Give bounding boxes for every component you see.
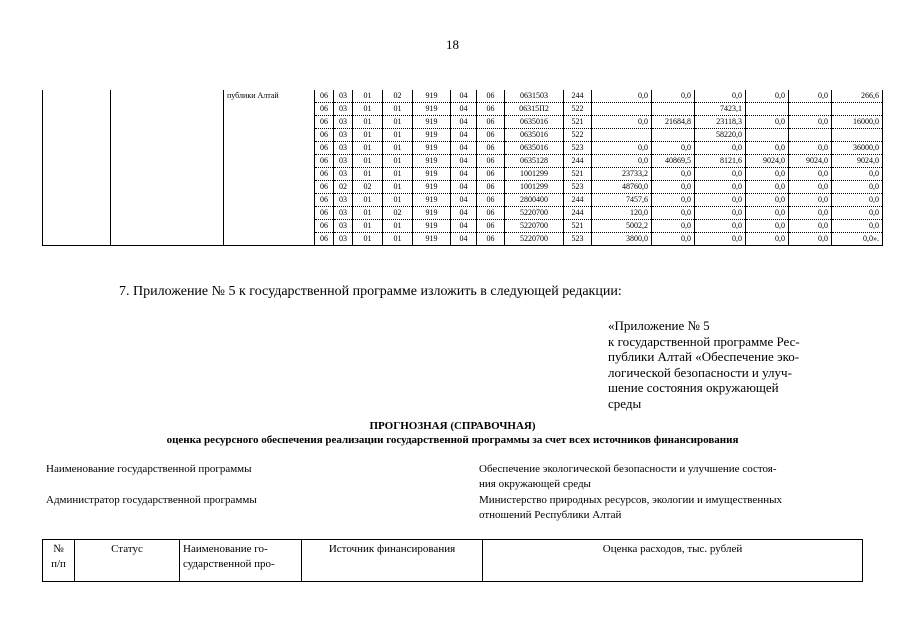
table-row: [43, 194, 883, 207]
table-header-row: [43, 540, 863, 582]
table-cell: 06: [315, 142, 334, 155]
empty-cell: [43, 220, 111, 233]
program-name-cell: [224, 116, 315, 129]
header-cost-estimate: Оценка расходов, тыс. рублей: [483, 540, 863, 582]
table-cell: 120,0: [592, 207, 652, 220]
table-cell: 04: [451, 129, 477, 142]
table-cell: 01: [353, 233, 383, 246]
program-name-cell: [224, 207, 315, 220]
table-cell: 06: [315, 116, 334, 129]
table-cell: 01: [353, 168, 383, 181]
header-program-name-line: сударственной про-: [183, 558, 275, 570]
table-cell: 40869,5: [652, 155, 695, 168]
table-cell: 0,0: [695, 233, 746, 246]
table-row: [43, 103, 883, 116]
table-cell: 0,0: [832, 207, 883, 220]
table-cell: 03: [334, 155, 353, 168]
appendix-line: логической безопасности и улуч-: [608, 364, 792, 380]
empty-cell: [111, 129, 224, 142]
table-cell: 0,0: [746, 233, 789, 246]
table-cell: 244: [564, 155, 592, 168]
table-cell: 0635016: [505, 142, 564, 155]
table-cell: 04: [451, 194, 477, 207]
table-cell: 06: [477, 155, 505, 168]
table-cell: 0,0: [832, 220, 883, 233]
empty-cell: [111, 207, 224, 220]
empty-cell: [111, 90, 224, 103]
table-cell: 0,0: [652, 90, 695, 103]
table-cell: 919: [413, 194, 451, 207]
table-cell: 0,0: [789, 168, 832, 181]
table-cell: 0,0: [652, 181, 695, 194]
table-cell: 06: [477, 129, 505, 142]
table-cell: 244: [564, 194, 592, 207]
table-cell: 919: [413, 168, 451, 181]
table-cell: 521: [564, 220, 592, 233]
table-cell: 04: [451, 168, 477, 181]
table-cell: [832, 103, 883, 116]
table-cell: [789, 103, 832, 116]
table-cell: 06: [315, 168, 334, 181]
table-cell: 02: [383, 90, 413, 103]
program-name-cell: [224, 168, 315, 181]
administrator-label: Администратор государственной программы: [46, 494, 257, 506]
empty-cell: [111, 103, 224, 116]
table-cell: 01: [383, 194, 413, 207]
table-cell: 0,0: [746, 194, 789, 207]
table-cell: 04: [451, 220, 477, 233]
header-number: [43, 540, 75, 582]
table-cell: 1001299: [505, 181, 564, 194]
table-cell: 0,0: [652, 207, 695, 220]
empty-cell: [43, 90, 111, 103]
table-cell: 06: [477, 233, 505, 246]
table-cell: 0,0: [592, 155, 652, 168]
table-cell: 01: [353, 129, 383, 142]
table-cell: 5220700: [505, 220, 564, 233]
table-cell: 01: [383, 103, 413, 116]
table-cell: 0,0: [789, 220, 832, 233]
page-number: 18: [446, 37, 459, 52]
table-cell: 7457,6: [592, 194, 652, 207]
table-cell: 06: [477, 207, 505, 220]
program-name-line: Обеспечение экологической безопасности и улучшение состоя-: [479, 463, 777, 475]
table-cell: 02: [334, 181, 353, 194]
table-cell: 06: [477, 168, 505, 181]
table-cell: 0,0: [746, 168, 789, 181]
program-name-line: ния окружающей среды: [479, 478, 591, 490]
table-cell: [592, 103, 652, 116]
table-cell: [592, 129, 652, 142]
table-cell: 01: [353, 90, 383, 103]
table-cell: 0,0: [789, 233, 832, 246]
document-title: ПРОГНОЗНАЯ (СПРАВОЧНАЯ): [369, 420, 536, 432]
table-cell: 03: [334, 103, 353, 116]
table-cell: 266,6: [832, 90, 883, 103]
table-cell: 04: [451, 155, 477, 168]
header-status: Статус: [75, 540, 180, 582]
table-cell: 06: [477, 103, 505, 116]
table-cell: [746, 103, 789, 116]
empty-cell: [111, 155, 224, 168]
header-number-line: №: [53, 543, 64, 555]
table-cell: 02: [353, 181, 383, 194]
empty-cell: [43, 181, 111, 194]
table-cell: 06: [477, 181, 505, 194]
table-cell: 919: [413, 181, 451, 194]
table-cell: 06: [477, 194, 505, 207]
table-cell: 0,0: [652, 168, 695, 181]
program-name-cell: [224, 233, 315, 246]
program-name-cell: [224, 194, 315, 207]
table-cell: 7423,1: [695, 103, 746, 116]
table-cell: [652, 129, 695, 142]
table-cell: 919: [413, 116, 451, 129]
table-cell: 0,0: [695, 194, 746, 207]
table-cell: 919: [413, 90, 451, 103]
table-cell: 01: [353, 142, 383, 155]
table-cell: 0,0: [652, 194, 695, 207]
table-cell: 0,0: [789, 194, 832, 207]
empty-cell: [43, 168, 111, 181]
table-cell: 01: [353, 194, 383, 207]
table-cell: 04: [451, 233, 477, 246]
table-row: [43, 155, 883, 168]
table-cell: 0,0: [592, 90, 652, 103]
empty-cell: [43, 116, 111, 129]
table-cell: 0635128: [505, 155, 564, 168]
table-cell: 0,0: [592, 116, 652, 129]
table-cell: 03: [334, 129, 353, 142]
table-cell: [832, 129, 883, 142]
table-cell: 06: [477, 116, 505, 129]
program-name-cell: [224, 155, 315, 168]
table-cell: 919: [413, 220, 451, 233]
header-program-name: [180, 540, 302, 582]
table-cell: 06315П2: [505, 103, 564, 116]
table-cell: 919: [413, 155, 451, 168]
table-cell: 0,0: [789, 142, 832, 155]
table-cell: [789, 129, 832, 142]
table-cell: 0631503: [505, 90, 564, 103]
table-cell: 01: [353, 220, 383, 233]
table-cell: 0,0: [652, 142, 695, 155]
table-cell: 0,0: [746, 207, 789, 220]
table-cell: 919: [413, 233, 451, 246]
table-cell: 01: [383, 116, 413, 129]
amendment-paragraph: 7. Приложение № 5 к государственной программе изложить в следующей редакции:: [119, 284, 622, 299]
table-cell: 23118,3: [695, 116, 746, 129]
table-cell: 23733,2: [592, 168, 652, 181]
table-row: [43, 116, 883, 129]
table-cell: 03: [334, 207, 353, 220]
table-cell: 06: [315, 207, 334, 220]
empty-cell: [43, 129, 111, 142]
table-cell: 0,0: [789, 207, 832, 220]
table-cell: 06: [315, 155, 334, 168]
table-row: [43, 129, 883, 142]
table-cell: 01: [383, 233, 413, 246]
table-cell: 03: [334, 194, 353, 207]
table-cell: 0,0: [832, 168, 883, 181]
administrator-line: отношений Республики Алтай: [479, 509, 622, 521]
table-cell: 0635016: [505, 116, 564, 129]
table-cell: 06: [477, 220, 505, 233]
table-cell: 0,0: [832, 194, 883, 207]
table-cell: 03: [334, 233, 353, 246]
table-cell: 521: [564, 168, 592, 181]
table-cell: 5220700: [505, 233, 564, 246]
table-cell: 06: [315, 233, 334, 246]
empty-cell: [111, 233, 224, 246]
table-cell: 0,0: [695, 142, 746, 155]
table-cell: 58220,0: [695, 129, 746, 142]
resource-estimate-table: [42, 539, 863, 582]
administrator-line: Министерство природных ресурсов, экологии и имущественных: [479, 494, 782, 506]
document-subtitle: оценка ресурсного обеспечения реализации государственной программы за счет всех источников финансирования: [166, 434, 739, 446]
empty-cell: [43, 233, 111, 246]
table-cell: 0,0: [746, 181, 789, 194]
table-cell: 2800400: [505, 194, 564, 207]
table-cell: 244: [564, 207, 592, 220]
program-name-cell: [224, 129, 315, 142]
table-cell: 01: [353, 103, 383, 116]
program-name-cell: [224, 103, 315, 116]
table-row: [43, 207, 883, 220]
table-cell: 1001299: [505, 168, 564, 181]
budget-codes-table: [42, 90, 883, 246]
table-cell: 04: [451, 181, 477, 194]
table-cell: 0,0: [592, 142, 652, 155]
program-name-cell: [224, 181, 315, 194]
table-cell: 16000,0: [832, 116, 883, 129]
empty-cell: [111, 194, 224, 207]
table-cell: 06: [477, 142, 505, 155]
program-name-cell: публики Алтай: [224, 90, 315, 103]
table-cell: 9024,0: [746, 155, 789, 168]
table-cell: 9024,0: [832, 155, 883, 168]
table-cell: 01: [353, 155, 383, 168]
table-cell: 01: [383, 155, 413, 168]
table-cell: 03: [334, 168, 353, 181]
table-row: [43, 142, 883, 155]
table-cell: 919: [413, 129, 451, 142]
header-funding-source: Источник финансирования: [302, 540, 483, 582]
table-cell: 523: [564, 142, 592, 155]
empty-cell: [111, 142, 224, 155]
table-cell: 523: [564, 181, 592, 194]
empty-cell: [111, 116, 224, 129]
table-row: [43, 181, 883, 194]
table-cell: 01: [353, 207, 383, 220]
table-cell: [652, 103, 695, 116]
table-cell: 06: [315, 194, 334, 207]
empty-cell: [111, 168, 224, 181]
table-cell: 0,0: [695, 168, 746, 181]
table-cell: 04: [451, 142, 477, 155]
table-cell: 919: [413, 142, 451, 155]
program-name-label: Наименование государственной программы: [46, 463, 252, 475]
empty-cell: [43, 194, 111, 207]
appendix-heading: [608, 318, 848, 411]
empty-cell: [43, 207, 111, 220]
table-cell: 0,0: [746, 90, 789, 103]
table-cell: 919: [413, 207, 451, 220]
table-cell: 0,0: [695, 207, 746, 220]
table-cell: 06: [477, 90, 505, 103]
table-cell: 06: [315, 103, 334, 116]
table-cell: 36000,0: [832, 142, 883, 155]
table-cell: 04: [451, 116, 477, 129]
table-cell: 0,0: [746, 142, 789, 155]
table-cell: 0,0: [789, 90, 832, 103]
appendix-line: шение состояния окружающей: [608, 380, 779, 395]
table-cell: 5002,2: [592, 220, 652, 233]
table-row: [43, 90, 883, 103]
table-cell: 06: [315, 129, 334, 142]
table-cell: 522: [564, 129, 592, 142]
table-cell: 521: [564, 116, 592, 129]
table-cell: 0,0: [695, 181, 746, 194]
table-cell: 9024,0: [789, 155, 832, 168]
table-cell: 0,0: [652, 220, 695, 233]
table-cell: 01: [383, 129, 413, 142]
table-cell: 06: [315, 90, 334, 103]
program-name-value: [479, 462, 849, 492]
table-cell: 01: [383, 168, 413, 181]
empty-cell: [111, 181, 224, 194]
table-cell: 0,0: [746, 220, 789, 233]
table-cell: 48760,0: [592, 181, 652, 194]
appendix-line: публики Алтай «Обеспечение эко-: [608, 349, 800, 364]
table-row: [43, 233, 883, 246]
table-cell: 5220700: [505, 207, 564, 220]
program-name-cell: [224, 220, 315, 233]
table-cell: 522: [564, 103, 592, 116]
appendix-line: среды: [608, 395, 642, 411]
table-cell: 01: [383, 181, 413, 194]
table-cell: 0,0: [746, 116, 789, 129]
table-cell: 03: [334, 220, 353, 233]
table-cell: 01: [383, 142, 413, 155]
table-cell: 04: [451, 207, 477, 220]
empty-cell: [43, 155, 111, 168]
appendix-line: к государственной программе Рес-: [608, 333, 800, 349]
table-cell: 0,0: [789, 181, 832, 194]
table-cell: 04: [451, 103, 477, 116]
table-cell: 03: [334, 90, 353, 103]
empty-cell: [43, 142, 111, 155]
table-cell: 244: [564, 90, 592, 103]
table-cell: 03: [334, 142, 353, 155]
table-cell: 0,0: [695, 220, 746, 233]
table-cell: 0,0».: [832, 233, 883, 246]
table-cell: 0,0: [695, 90, 746, 103]
header-program-name-line: Наименование го-: [183, 543, 268, 555]
table-row: [43, 220, 883, 233]
table-cell: [746, 129, 789, 142]
table-cell: 01: [383, 220, 413, 233]
program-name-cell: [224, 142, 315, 155]
table-cell: 06: [315, 220, 334, 233]
table-cell: 0,0: [652, 233, 695, 246]
table-cell: 523: [564, 233, 592, 246]
table-cell: 01: [353, 116, 383, 129]
table-cell: 0,0: [832, 181, 883, 194]
table-cell: 02: [383, 207, 413, 220]
table-cell: 3800,0: [592, 233, 652, 246]
header-number-line: п/п: [51, 558, 66, 570]
appendix-line: «Приложение № 5: [608, 318, 710, 333]
table-cell: 0,0: [789, 116, 832, 129]
table-cell: 8121,6: [695, 155, 746, 168]
table-cell: 0635016: [505, 129, 564, 142]
table-cell: 03: [334, 116, 353, 129]
empty-cell: [43, 103, 111, 116]
administrator-value: [479, 493, 849, 523]
empty-cell: [111, 220, 224, 233]
table-cell: 06: [315, 181, 334, 194]
table-cell: 919: [413, 103, 451, 116]
table-row: [43, 168, 883, 181]
table-cell: 04: [451, 90, 477, 103]
table-cell: 21684,8: [652, 116, 695, 129]
